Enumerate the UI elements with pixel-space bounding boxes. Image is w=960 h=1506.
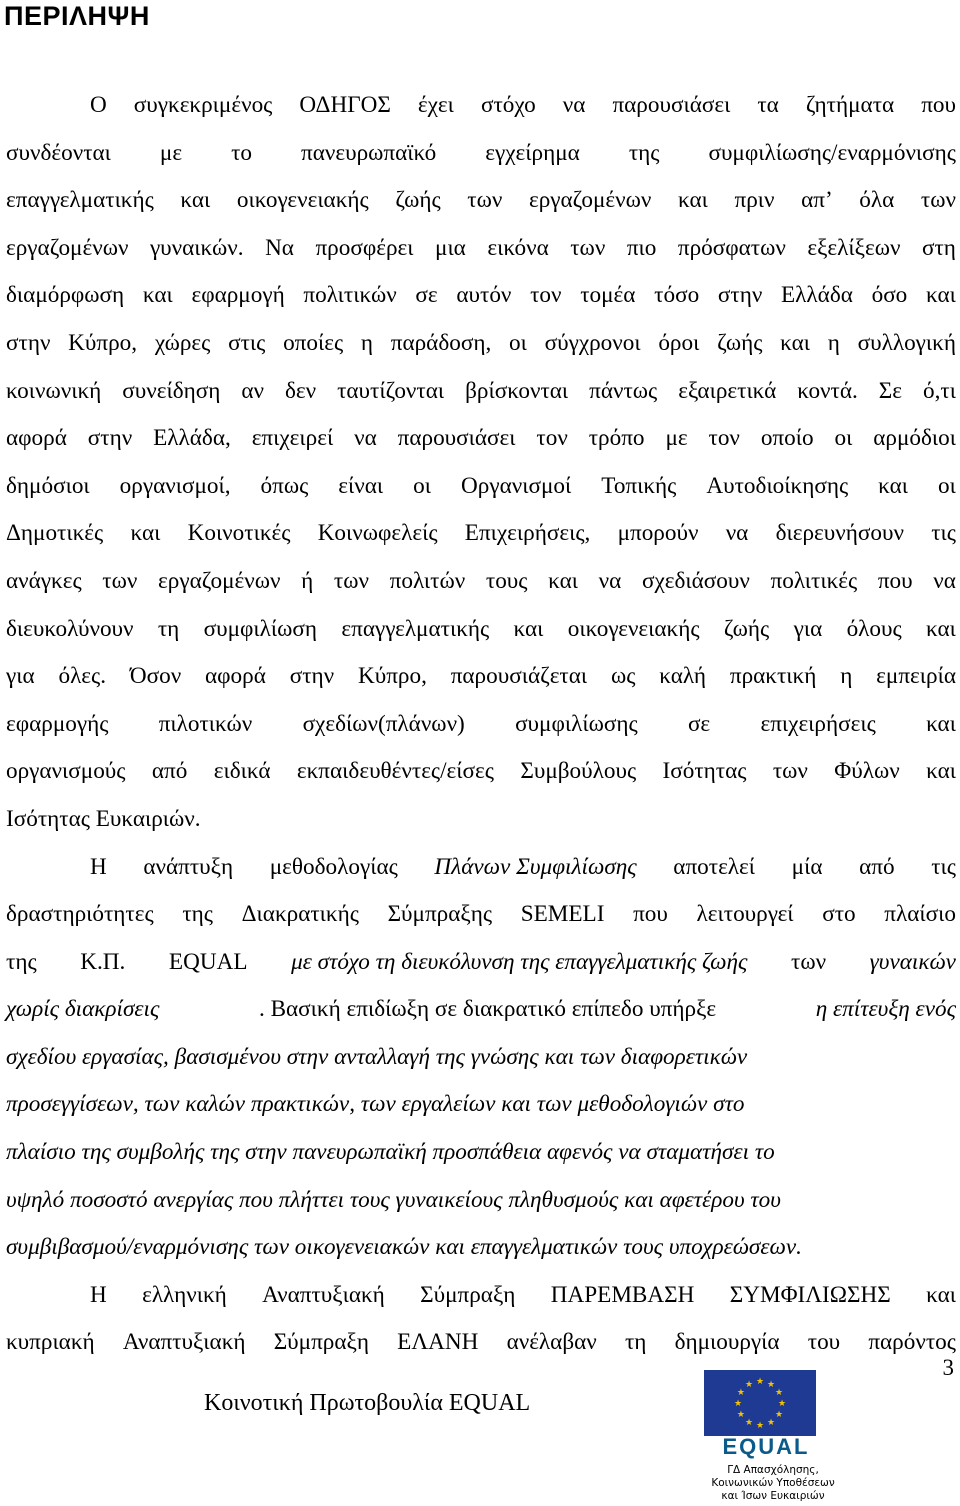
text-word: Κοινοτικές	[187, 520, 291, 547]
text-word: Πλάνων Συμφιλίωσης	[434, 853, 637, 880]
text-word: που	[633, 901, 668, 928]
text-line-last: Ισότητας Ευκαιριών.	[6, 805, 201, 832]
text-word: που	[877, 567, 913, 594]
text-word: αφορά	[205, 663, 266, 690]
text-word: όσο	[871, 282, 908, 309]
text-word: Ελλάδα	[781, 282, 853, 309]
text-word: όροι	[658, 329, 700, 356]
text-word: Η	[90, 1281, 107, 1308]
text-line	[6, 1319, 956, 1367]
text-word: συνείδηση	[122, 377, 221, 404]
eu-star: ★	[775, 1409, 784, 1419]
text-word: να	[562, 92, 586, 118]
eu-star: ★	[775, 1387, 784, 1397]
text-word: Ισότητας	[662, 758, 747, 785]
text-word: οι	[413, 472, 432, 499]
text-word: χώρες	[154, 329, 211, 356]
text-word: καλή	[659, 663, 707, 690]
text-word: οποίες	[283, 329, 344, 356]
text-word: ζητήματα	[805, 92, 895, 118]
logo-caption: ΓΔ Απασχόλησης, Κοινωνικών Υποθέσεων και Ίσων Ευκαιριών	[711, 1464, 835, 1502]
eu-star: ★	[744, 1417, 754, 1428]
text-word: όπως	[260, 472, 309, 499]
text-word: και	[548, 567, 578, 594]
text-word: η επίτευξη ενός	[815, 996, 956, 1023]
text-word: συμφιλίωσης	[515, 710, 638, 737]
text-word: και	[925, 282, 956, 309]
text-word: της	[6, 948, 37, 975]
text-word: προσφέρει	[315, 234, 414, 261]
eu-star: ★	[733, 1398, 743, 1408]
eu-star: ★	[777, 1398, 787, 1408]
text-word: υψηλό ποσοστό ανεργίας που πλήττει τους γυναικείους πληθυσμούς και αφετέρου του	[6, 1186, 781, 1213]
text-word: ζωής	[723, 615, 770, 642]
text-line	[6, 748, 956, 796]
text-word: ΕΛΑΝΗ	[397, 1329, 479, 1356]
text-word: . Βασική επιδίωξη σε διακρατικό επίπεδο υπήρξε	[258, 996, 717, 1023]
text-word: σχεδίου εργασίας, βασισμένου στην ανταλλαγή της γνώσης και των διαφορετικών	[6, 1043, 748, 1070]
text-word: Να	[265, 234, 294, 261]
text-word: Κύπρο,	[357, 663, 427, 690]
text-line	[6, 272, 956, 320]
text-word: οι	[938, 472, 956, 499]
text-word: πλαίσιο	[884, 901, 956, 928]
text-word: ειδικά	[213, 758, 271, 785]
text-word: και	[926, 758, 956, 785]
text-word: ελληνική	[142, 1281, 227, 1308]
text-word: Διακρατικής	[241, 901, 359, 928]
text-word: κυπριακή	[6, 1329, 95, 1356]
text-word: και	[926, 710, 956, 737]
text-word: παρόντος	[868, 1329, 956, 1356]
text-word: διαμόρφωση	[6, 282, 125, 309]
text-word: ΟΔΗΓΟΣ	[299, 92, 391, 118]
text-word: ταυτίζονται	[337, 377, 445, 404]
text-line	[6, 415, 956, 463]
text-line	[6, 986, 956, 1034]
text-word: Κ.Π.	[80, 948, 126, 975]
text-word: οργανισμοί,	[119, 472, 231, 499]
text-word: Φύλων	[834, 758, 900, 785]
text-word: και	[678, 187, 708, 214]
text-word: και	[926, 615, 956, 642]
text-word: δραστηριότητες	[6, 901, 154, 928]
text-word: σχεδίων(πλάνων)	[302, 710, 465, 737]
text-word: με στόχο τη διευκόλυνση της επαγγελματικής ζωής	[291, 948, 748, 975]
text-word: επαγγελματικής	[341, 615, 490, 642]
eu-star: ★	[766, 1417, 776, 1428]
text-word: τόσο	[654, 282, 700, 309]
text-word: κοινωνική	[6, 377, 102, 404]
text-word: γυναικών	[869, 948, 956, 975]
text-word: και	[180, 187, 211, 214]
text-word: από	[859, 853, 895, 880]
text-word: μπορούν	[617, 520, 699, 547]
text-word: βρίσκονται	[465, 377, 569, 404]
text-word: Σύμπραξη	[420, 1281, 516, 1308]
text-word: στο	[822, 901, 856, 928]
text-word: οποίο	[760, 425, 814, 452]
text-word: Αναπτυξιακή	[262, 1281, 385, 1308]
text-word: τις	[931, 853, 956, 880]
text-word: οι	[509, 329, 527, 356]
text-word: πρακτική	[729, 663, 817, 690]
text-word: τους	[485, 567, 528, 594]
equal-logo	[700, 1364, 840, 1506]
text-word: τις	[931, 520, 956, 547]
text-word: αυτόν	[456, 282, 512, 309]
text-word: εξαιρετικά	[678, 377, 777, 404]
text-word: μεθοδολογίας	[269, 853, 398, 880]
text-word: με	[159, 139, 183, 166]
text-line	[6, 844, 956, 892]
text-word: των	[102, 567, 138, 594]
text-word: εφαρμογής	[6, 710, 109, 737]
text-word: συγκεκριμένος	[133, 92, 273, 118]
text-word: οικογενειακής	[236, 187, 369, 214]
text-word: Αναπτυξιακή	[122, 1329, 246, 1356]
text-word: Ελλάδα,	[153, 425, 231, 452]
text-word: πιο	[626, 234, 657, 261]
text-word: εμπειρία	[876, 663, 956, 690]
text-word: τρόπο	[588, 425, 645, 452]
text-word: η	[827, 329, 840, 356]
text-word: που	[921, 92, 956, 118]
text-word: Κύπρο,	[68, 329, 138, 356]
text-word: να	[354, 425, 377, 452]
text-word: δημιουργία	[674, 1329, 780, 1356]
text-word: όλους	[846, 615, 902, 642]
text-word: γυναικών.	[149, 234, 244, 261]
text-word: σύγχρονοι	[544, 329, 641, 356]
text-word: Σύμπραξη	[273, 1329, 369, 1356]
text-word: συμφιλίωση	[203, 615, 318, 642]
text-word: επιχειρήσεις	[760, 710, 876, 737]
text-line	[6, 1177, 956, 1225]
text-word: λειτουργεί	[696, 901, 794, 928]
text-word: χωρίς διακρίσεις	[6, 996, 160, 1023]
text-line	[6, 225, 956, 273]
eu-star: ★	[736, 1409, 745, 1419]
text-word: σε	[687, 710, 711, 737]
text-line	[6, 1272, 956, 1320]
text-line	[6, 1129, 956, 1177]
text-word: πιλοτικών	[158, 710, 253, 737]
text-word: μια	[435, 234, 466, 261]
text-line	[6, 558, 956, 606]
text-word: επιχειρεί	[251, 425, 334, 452]
eu-star: ★	[736, 1387, 745, 1397]
text-word: του	[807, 1329, 841, 1356]
text-line	[6, 82, 956, 130]
text-word: Αυτοδιοίκησης	[706, 472, 849, 499]
text-word: με	[665, 425, 688, 452]
text-word: ανέλαβαν	[506, 1329, 597, 1356]
text-word: τη	[157, 615, 180, 642]
text-line	[6, 1034, 956, 1082]
page-heading: ΠΕΡΙΛΗΨΗ	[4, 1, 150, 31]
text-word: μία	[791, 853, 823, 880]
text-word: η	[840, 663, 853, 690]
text-word: ως	[610, 663, 636, 690]
text-word: των	[772, 758, 808, 785]
text-word: σε	[415, 282, 438, 309]
text-word: ό,τι	[922, 377, 956, 404]
eu-star: ★	[755, 1420, 765, 1430]
text-word: τομέα	[580, 282, 636, 309]
text-word: Η	[90, 853, 107, 880]
text-word: στην	[289, 663, 335, 690]
text-word: πολιτών	[389, 567, 466, 594]
summary-body	[6, 82, 956, 1367]
text-word: είναι	[338, 472, 384, 499]
text-word: σχεδιάσουν	[641, 567, 750, 594]
eu-stars-icon	[704, 1370, 816, 1436]
text-word: αρμόδιοι	[873, 425, 956, 452]
text-line	[6, 701, 956, 749]
text-word: και	[926, 1281, 956, 1308]
text-word: και	[130, 520, 161, 547]
eu-flag-icon	[704, 1370, 816, 1436]
text-word: για	[793, 615, 823, 642]
text-word: στις	[228, 329, 266, 356]
text-word: εξελίξεων	[807, 234, 901, 261]
text-line	[6, 1081, 956, 1129]
text-word: τη	[624, 1329, 647, 1356]
text-line	[6, 177, 956, 225]
text-word: όλα	[859, 187, 895, 214]
text-word: στόχο	[480, 92, 536, 118]
text-word: διερευνήσουν	[775, 520, 904, 547]
text-word: προσεγγίσεων, των καλών πρακτικών, των εργαλείων και των μεθοδολογιών στο	[6, 1091, 745, 1118]
text-word: ή	[301, 567, 314, 594]
text-word: δημόσιοι	[6, 472, 90, 499]
text-word: Δημοτικές	[6, 520, 104, 547]
text-word: ανάπτυξη	[143, 853, 234, 880]
text-word: και	[513, 615, 544, 642]
text-word: εικόνα	[487, 234, 549, 261]
text-word: και	[878, 472, 909, 499]
eu-star: ★	[755, 1376, 765, 1386]
text-word: παράδοση,	[390, 329, 492, 356]
text-word: πολιτικές	[770, 567, 858, 594]
text-word: Σύμπραξης	[387, 901, 493, 928]
text-word: της	[182, 901, 213, 928]
text-word: οι	[834, 425, 853, 452]
text-word: στην	[717, 282, 763, 309]
equal-logo-word: EQUAL	[722, 1434, 810, 1459]
text-word: Ο	[90, 92, 107, 118]
text-word: διευκολύνουν	[6, 615, 134, 642]
page-number: 3	[942, 1355, 954, 1380]
text-word: ζωής	[717, 329, 763, 356]
text-word: SEMELI	[520, 901, 605, 928]
text-word: δεν	[284, 377, 317, 404]
text-word: των	[920, 187, 956, 214]
text-word: επαγγελματικής	[6, 187, 154, 214]
text-word: Όσον	[129, 663, 182, 690]
text-word: στην	[6, 329, 51, 356]
text-word: Επιχειρήσεις,	[464, 520, 591, 547]
text-line	[6, 368, 956, 416]
text-word: εφαρμογή	[191, 282, 285, 309]
text-word: για	[6, 663, 35, 690]
text-word: εγχείρημα	[485, 139, 580, 166]
text-line	[6, 463, 956, 511]
text-word: παρουσιάσει	[612, 92, 731, 118]
text-word: η	[360, 329, 374, 356]
text-word: της	[628, 139, 660, 166]
text-word: πρόσφατων	[677, 234, 786, 261]
text-word: οργανισμούς	[6, 758, 126, 785]
text-word: παρουσιάσει	[397, 425, 516, 452]
text-word: των	[467, 187, 503, 214]
text-word: Οργανισμοί	[461, 472, 572, 499]
text-word: Τοπικής	[601, 472, 677, 499]
text-word: να	[598, 567, 622, 594]
text-word: Συμβούλους	[520, 758, 637, 785]
text-line	[6, 606, 956, 654]
text-word: στην	[87, 425, 133, 452]
text-line	[6, 891, 956, 939]
text-word: EQUAL	[168, 948, 248, 975]
text-word: πάντως	[589, 377, 658, 404]
text-word: των	[570, 234, 606, 261]
text-word: πριν	[734, 187, 775, 214]
text-word: και	[780, 329, 811, 356]
text-word: στη	[921, 234, 956, 261]
eu-star: ★	[744, 1378, 754, 1389]
text-word: οικογενειακής	[567, 615, 700, 642]
text-word: Σε	[878, 377, 903, 404]
text-line	[6, 939, 956, 987]
text-word: και	[142, 282, 173, 309]
text-word: πλαίσιο της συμβολής της στην πανευρωπαϊκή προσπάθεια αφενός να σταματήσει το	[6, 1139, 775, 1166]
text-line	[6, 510, 956, 558]
eu-star: ★	[766, 1378, 776, 1389]
text-word: κοντά.	[797, 377, 858, 404]
text-word: όλες.	[58, 663, 107, 690]
text-word: τον	[536, 425, 568, 452]
text-word: αν	[241, 377, 264, 404]
text-word: πολιτικών	[303, 282, 397, 309]
text-word: Κοινωφελείς	[317, 520, 438, 547]
text-word: πανευρωπαϊκό	[301, 139, 437, 166]
text-word: να	[933, 567, 956, 594]
text-word: απ’	[801, 187, 833, 214]
text-word: συλλογική	[857, 329, 956, 356]
text-line	[6, 130, 956, 178]
text-word: εργαζομένων	[528, 187, 652, 214]
footer-text: Κοινοτική Πρωτοβουλία EQUAL	[204, 1390, 531, 1416]
text-word: ανάγκες	[6, 567, 82, 594]
text-word: εκπαιδευθέντες/είσες	[296, 758, 494, 785]
text-word: να	[725, 520, 749, 547]
text-word: παρουσιάζεται	[450, 663, 588, 690]
text-word: συμφιλίωσης/εναρμόνισης	[708, 139, 956, 166]
text-word: ζωής	[395, 187, 441, 214]
text-line	[6, 320, 956, 368]
text-word: τον	[530, 282, 562, 309]
text-word: εργαζομένων	[6, 234, 129, 261]
text-word: συνδέονται	[6, 139, 111, 166]
text-word: το	[231, 139, 253, 166]
text-word: αποτελεί	[673, 853, 756, 880]
text-word: από	[151, 758, 188, 785]
text-word: τα	[757, 92, 779, 118]
text-word: ΠΑΡΕΜΒΑΣΗ	[550, 1281, 695, 1308]
text-word: ΣΥΜΦΙΛΙΩΣΗΣ	[729, 1281, 891, 1308]
text-word: τον	[708, 425, 740, 452]
text-word: αφορά	[6, 425, 67, 452]
text-line	[6, 653, 956, 701]
text-word: των	[791, 948, 827, 975]
text-word: έχει	[417, 92, 454, 118]
text-word: των	[333, 567, 369, 594]
text-line-last: συμβιβασμού/εναρμόνισης των οικογενειακών και επαγγελματικών τους υποχρεώσεων.	[6, 1234, 802, 1261]
text-word: εργαζομένων	[158, 567, 281, 594]
